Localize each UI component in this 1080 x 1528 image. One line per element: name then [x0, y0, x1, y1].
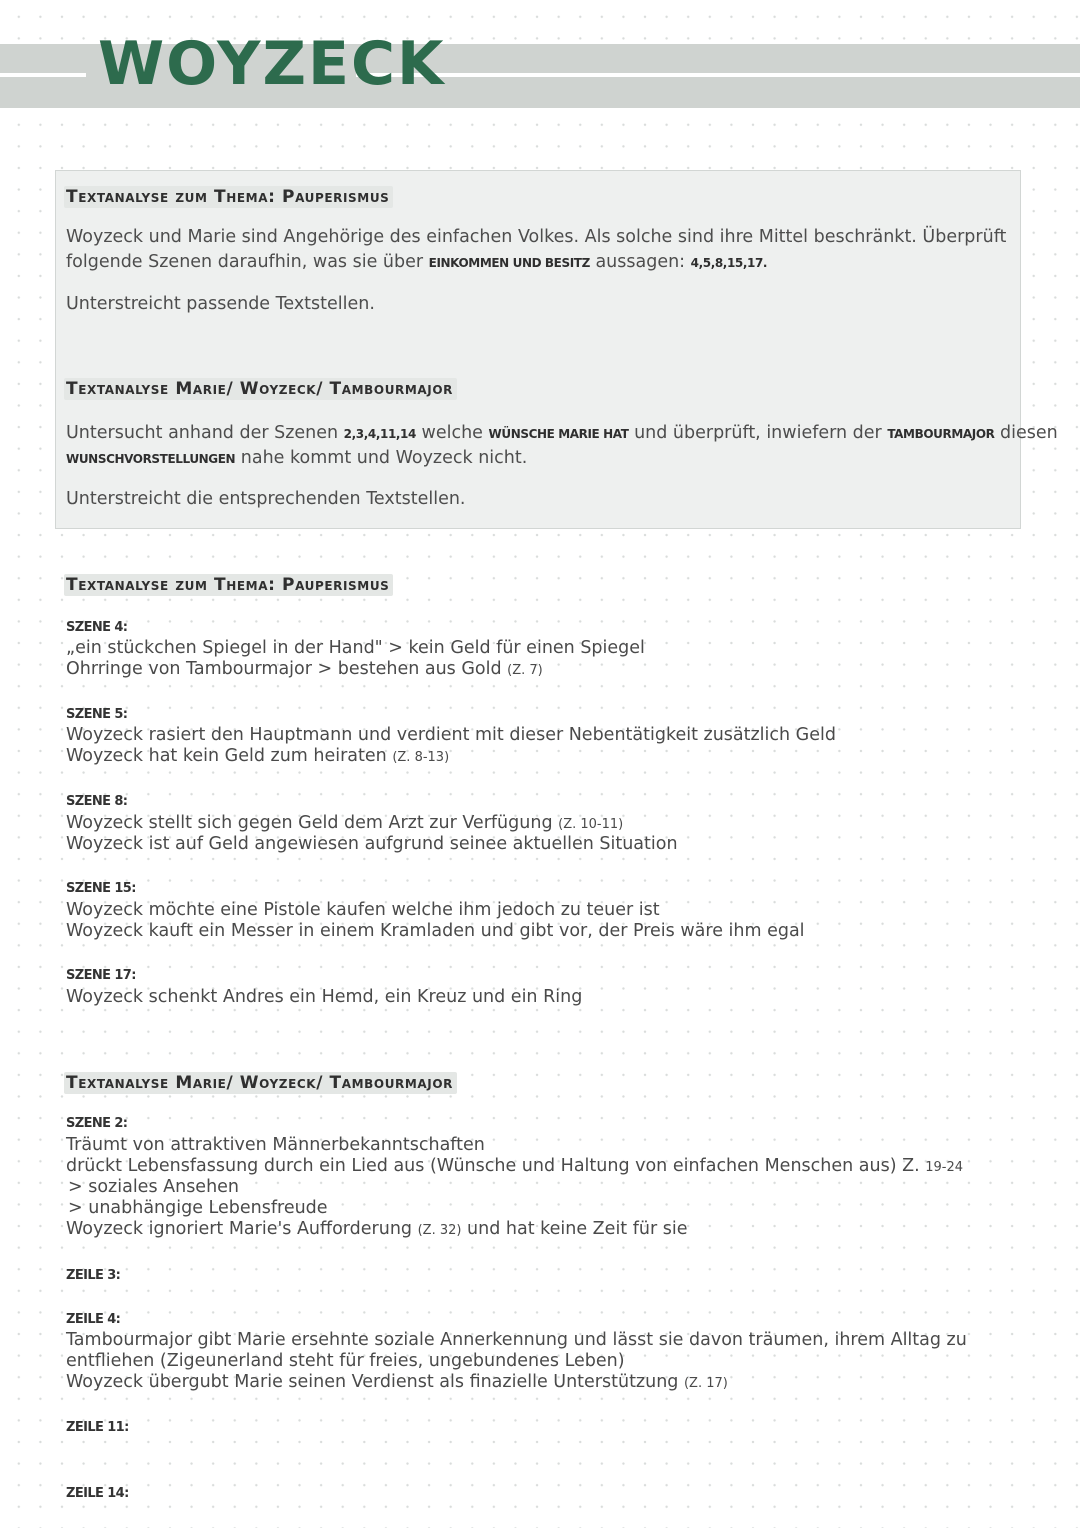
note-line: Woyzeck ist auf Geld angewiesen aufgrund seinee aktuellen Situation [66, 834, 678, 854]
text-span: Woyzeck stellt sich gegen Geld dem Arzt zur Verfügung [66, 813, 559, 833]
scene-label: ZEILE 3: [66, 1268, 121, 1283]
text-span: Woyzeck ignoriert Marie's Aufforderung [66, 1219, 418, 1239]
line-reference: (Z. 17) [683, 1376, 728, 1391]
task1-heading: Textanalyse zum Thema: Pauperismus [64, 186, 393, 208]
text-span: Untersucht anhand der Szenen [66, 423, 344, 443]
task-box [55, 170, 1021, 529]
task2-instruction: Unterstreicht die entsprechenden Textstellen. [66, 489, 466, 509]
text-span: folgende Szenen daraufhin, was sie über [66, 252, 429, 272]
note-line [66, 746, 449, 768]
note-line [66, 813, 623, 835]
text-span: Woyzeck übergubt Marie seinen Verdienst als finazielle Unterstützung [66, 1372, 684, 1392]
scene-label: ZEILE 4: [66, 1312, 121, 1327]
note-line: > soziales Ansehen [68, 1177, 240, 1197]
note-line [66, 1219, 687, 1241]
task1-instruction: Unterstreicht passende Textstellen. [66, 294, 375, 314]
section1-heading: Textanalyse zum Thema: Pauperismus [64, 574, 393, 596]
scene-list: 2,3,4,11,14 [343, 427, 416, 441]
line-reference: (Z. 8-13) [392, 750, 450, 765]
text-span: Ohrringe von Tambourmajor > bestehen aus Gold [66, 659, 508, 679]
keyword-wishes-ideas: WUNSCHVORSTELLUNGEN [66, 452, 236, 466]
scene-label: ZEILE 11: [66, 1420, 129, 1435]
scene-label: ZEILE 14: [66, 1486, 129, 1501]
line-reference: 19-24 [925, 1160, 963, 1175]
note-line [66, 659, 543, 681]
line-reference: (Z. 32) [417, 1223, 462, 1238]
note-line: entfliehen (Zigeunerland steht für freies, ungebundenes Leben) [66, 1351, 625, 1371]
text-span: aussagen: [589, 252, 691, 272]
text-span: und überprüft, inwiefern der [628, 423, 888, 443]
page-title: WOYZECK [98, 29, 446, 99]
keyword-income: EINKOMMEN UND BESITZ [428, 256, 590, 270]
text-span: Woyzeck hat kein Geld zum heiraten [66, 746, 393, 766]
task2-heading: Textanalyse Marie/ Woyzeck/ Tambourmajor [64, 378, 457, 400]
header-rule-right [356, 73, 1080, 77]
note-line: Woyzeck kauft ein Messer in einem Kramladen und gibt vor, der Preis wäre ihm egal [66, 921, 805, 941]
task2-line-2 [66, 446, 527, 472]
note-line: Woyzeck möchte eine Pistole kaufen welche ihm jedoch zu teuer ist [66, 900, 660, 920]
note-line: Träumt von attraktiven Männerbekanntschaften [66, 1135, 485, 1155]
note-line: Woyzeck rasiert den Hauptmann und verdient mit dieser Nebentätigkeit zusätzlich Geld [66, 725, 836, 745]
keyword-tambourmajor: TAMBOURMAJOR [887, 427, 995, 441]
text-span: drückt Lebensfassung durch ein Lied aus (Wünsche und Haltung von einfachen Menschen aus) Z. [66, 1156, 926, 1176]
line-reference: (Z. 10-11) [558, 817, 624, 832]
text-span: nahe kommt und Woyzeck nicht. [235, 448, 528, 468]
task2-line-1 [66, 421, 1058, 447]
line-reference: (Z. 7) [507, 663, 543, 678]
note-line: Tambourmajor gibt Marie ersehnte soziale Annerkennung und lässt sie davon träumen, ihrem Alltag zu [66, 1330, 967, 1350]
scene-list: 4,5,8,15,17. [690, 256, 768, 270]
note-line: > unabhängige Lebensfreude [68, 1198, 328, 1218]
note-line: „ein stückchen Spiegel in der Hand" > kein Geld für einen Spiegel [66, 638, 645, 658]
task1-line-2 [66, 250, 767, 276]
note-line [66, 1372, 728, 1394]
note-line [66, 1156, 963, 1178]
scene-label: SZENE 17: [66, 968, 136, 983]
scene-label: SZENE 4: [66, 620, 128, 635]
text-span: diesen [994, 423, 1058, 443]
note-line: Woyzeck schenkt Andres ein Hemd, ein Kreuz und ein Ring [66, 987, 583, 1007]
scene-label: SZENE 5: [66, 707, 128, 722]
scene-label: SZENE 15: [66, 881, 136, 896]
keyword-wishes: WÜNSCHE MARIE HAT [488, 427, 629, 441]
section2-heading: Textanalyse Marie/ Woyzeck/ Tambourmajor [64, 1072, 457, 1094]
text-span: welche [415, 423, 489, 443]
text-span: und hat keine Zeit für sie [461, 1219, 688, 1239]
header-rule-left [0, 73, 86, 77]
scene-label: SZENE 8: [66, 794, 128, 809]
task1-line-1: Woyzeck und Marie sind Angehörige des einfachen Volkes. Als solche sind ihre Mittel beschränkt. Überprüft [66, 227, 1007, 247]
scene-label: SZENE 2: [66, 1116, 128, 1131]
